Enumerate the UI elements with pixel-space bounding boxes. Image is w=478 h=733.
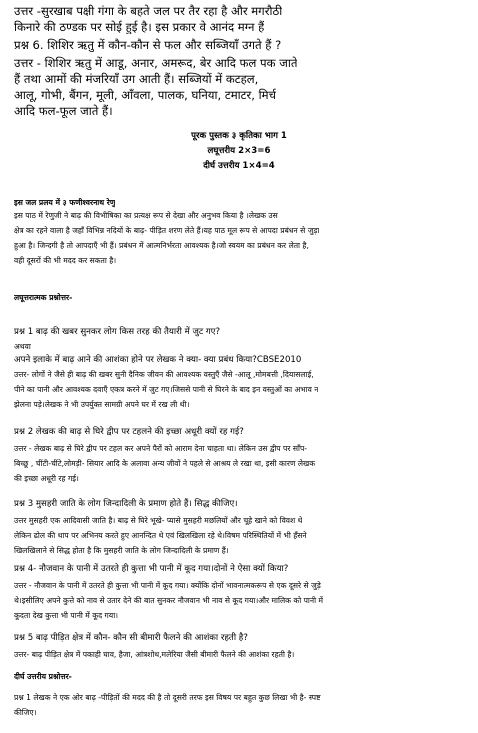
intro-line: वही दूसरों की भी मदद कर सकता है। [14,256,117,265]
answer-line: खिलखिलाने से सिद्ध होता है कि मुसहरी जाति के लोग जिन्दादिली के प्रमाण हैं। [14,546,229,555]
question: प्रश्न 2 लेखक की बाढ़ से घिरे द्वीप पर टहलने की इच्छा अधूरी क्यों रह गई? [14,427,244,437]
top-line: किनारे की ठण्डक पर सोई हुई है। इस प्रकार वे आनंद मग्न हैं [14,20,265,34]
answer-line: पीने का पानी और आवश्यक दवाएँ एकत्र करने में जुट गए।जिससे पानी से घिरने के बाद इन वस्तुओं का अभाव न [14,385,319,394]
question: प्रश्न 5 बाढ़ पीड़ित क्षेत्र में कौन- कौन सी बीमारी फैलने की आशंका रहती है? [14,633,248,643]
question-continuation: कीजिए। [14,708,37,717]
intro-line: इस पाठ में रेणुजी ने बाढ़ की विभीषिका का प्रत्यक्ष रूप से देखा और अनुभव किया है ।लेखक उस [14,211,278,220]
answer-line: उत्तर- बाढ़ पीड़ित क्षेत्र में पकाही घाव, हैजा, आंत्रशोथ,मलेरिया जैसी बीमारी फैलने की आशंका रहती है। [14,650,295,659]
question: अपने इलाके में बाढ़ आने की आशंका होने पर लेखक ने क्या- क्या प्रबंध किया?CBSE2010 [14,355,302,365]
answer-line: बिच्छू , चींटी-चींटे,लोमड़ी- सियार आदि के अलावा अन्य जीवों ने पहले से आश्रय ले रखा था, इसी कारण लेखक [14,459,316,468]
answer-line: उत्तर- लोगों ने जैसे ही बाढ़ की खबर सुनी दैनिक जीवन की आवश्यक वस्तुएँ जैसे -आलू ,मोमबत्ती ,दियासलाई, [14,370,314,379]
top-line: हैं तथा आमों की मंजरियाँ उग आती हैं। सब्जियों में कटहल, [14,72,259,86]
top-line: आदि फल-फूल जाते हैं। [14,104,113,118]
answer-line: झेलना पड़े।लेखक ने भी उपर्युक्त सामग्री अपने घर में रख ली थी। [14,400,190,409]
answer-line: थे।इसीलिए अपने कुत्ते को नाव से उतार देने की बात सुनकर नौजवान भी नाव से कूद गया।और मालिक को पानी में [14,596,323,605]
question: प्रश्न 3 मुसहरी जाति के लोग जिन्दादिली के प्रमाण होते हैं। सिद्ध कीजिए। [14,499,238,509]
question: प्रश्न 1 लेखक ने एक ओर बाढ़ -पीड़ितों की मदद की है तो दूसरी तरफ इस विषय पर बहुत कुछ लिखा भी है- स्पष्ट [14,693,321,702]
long-answer-marks: दीर्घ उत्तरीय 1×4=4 [203,161,275,171]
answer-line: उत्तर - लेखक बाढ़ से घिरे द्वीप पर टहल कर अपने पैरों को आराम देना चाहता था। लेकिन उस द्वीप पर साँप- [14,444,308,453]
intro-line: क्षेत्र का रहने वाला है जहाँ विभिन्न नदियों के बाढ़- पीड़ित शरण लेते हैं।यह पाठ मूल रूप से आपदा प्रबंधन से जुड़ा [14,226,320,235]
top-line: उत्तर -सुरखाब पक्षी गंगा के बहते जल पर तैर रहा है और मगरौठी [14,4,283,18]
intro-line: हुआ है। जिन्दगी है तो आपदाएँ भी हैं। प्रबंधन में आत्मनिर्भरता आवश्यक है।जो स्वयम का प्रबंधन कर लेता है, [14,241,309,250]
answer-line: उत्तर - नौजवान के पानी में उतरते ही कुत्ता भी पानी में कूद गया। क्योंकि दोनों भावनात्मकरूप से एक दूसरे से जुड़े [14,581,321,590]
short-answer-marks: लघूत्तरीय 2×3=6 [207,146,271,156]
question: प्रश्न 4- नौजवान के पानी में उतरते ही कुत्ता भी पानी में कूद गया।दोनों ने ऐसा क्यों किया? [14,564,289,574]
question: प्रश्न 1 बाढ़ की खबर सुनकर लोग किस तरह की तैयारी में जुट गए? [14,327,221,337]
answer-line: कूदता देख कुत्ता भी पानी में कूद गया। [14,611,119,620]
or-label: अथवा [14,342,31,351]
answer-line: की इच्छा अधूरी रह गई। [14,474,79,483]
top-line: आलू, गोभी, बैंगन, मूली, आँवला, पालक, घनिया, टमाटर, मिर्च [14,88,276,102]
top-line: प्रश्न 6. शिशिर ऋतु में कौन-कौन से फल और सब्जियाँ उगते हैं ? [14,38,282,52]
answer-line: उत्तर मुसहरी एक आदिवासी जाति है। बाढ़ से घिरे भूखे- प्यासे मुसहरी मछलियों और चूहे खाने को विवश थे [14,516,303,525]
supplementary-book-heading: पूरक पुस्तक ३ कृतिका भाग 1 [191,131,287,141]
answer-line: लेकिन ढोल की थाप पर अभिनय करते हुए आनन्दित थे एवं खिलखिला रहे थे।विषम परिस्थितियों में भी हँसने [14,531,307,540]
long-answer-section-title: दीर्घ उत्तरीय प्रश्नोत्तर- [14,672,72,681]
top-line: उत्तर - शिशिर ऋतु में आडू, अनार, अमरूद, बेर आदि फल पक जाते [14,56,298,70]
short-answer-section-title: लघूत्तरात्मक प्रश्नोत्तर- [14,293,73,302]
chapter-title: इस जल प्रलय में ३ फणीश्वरनाथ रेणु [14,198,116,207]
